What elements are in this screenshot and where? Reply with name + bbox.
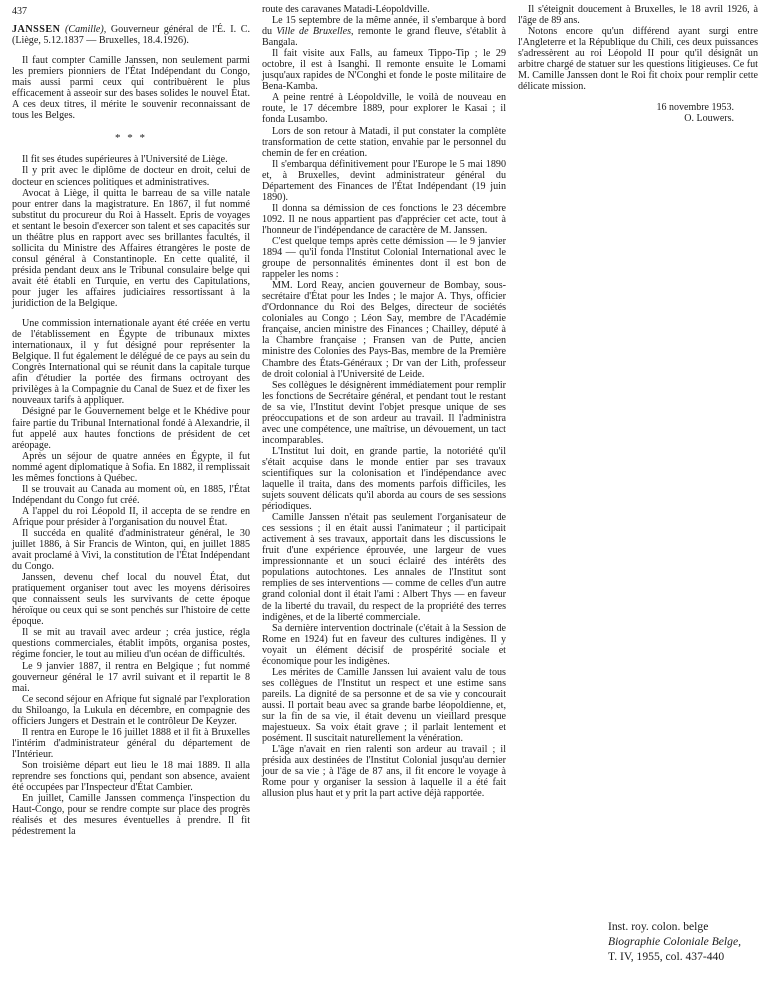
signature-block (518, 102, 758, 124)
ship-name: Ville de Bruxelles (276, 26, 352, 38)
paragraph: Camille Janssen n'était pas seulement l'organisateur de ces sessions ; il en était aussi l'animateur ; il participait activement à ses travaux, apportait dans les discussions le fruit d'une expérience éprouvée, une largeur de vues impressionnante et un souci éclairé des intérêts des populations autochtones. Les annales de l'Institut sont remplies de ses interventions — comme de celles d'un autre grand colonial dont il était l'ami : Albert Thys — en faveur de la liberté du travail, du respect de la propriété des terres indigènes, et de la liberté commerciale. (262, 512, 506, 623)
paragraph: Lors de son retour à Matadi, il put constater la complète transformation de cette station, envahie par le personnel du chemin de fer en création. (262, 125, 506, 159)
paragraph: Les mérites de Camille Janssen lui avaient valu de tous ses collègues de l'Institut un respect et une estime sans pareils. La dignité de sa personne et de sa vie y concourait aussi. Il portait beau avec sa grande barbe léopoldienne, et, sur la fin de sa vie, il était devenu un vieillard presque majestueux. Sa voix était grave ; il parlait lentement et posément. Il suscitait naturellement la vénération. (262, 666, 506, 745)
paragraph-text: , remonte le grand fleuve, s'établit à Bangala. (262, 26, 506, 49)
paragraph (262, 15, 506, 48)
entry-heading (12, 24, 250, 46)
paragraph: Il se trouvait au Canada au moment où, en 1885, l'État Indépendant du Congo fut créé. (12, 483, 250, 506)
paragraph: Il se mit au travail avec ardeur ; créa justice, régla questions commerciales, établit impôts, organisa postes, régime foncier, le tout au milieu d'un océan de difficultés. (12, 627, 250, 661)
paragraph: Notons encore qu'un différend ayant surgi entre l'Angleterre et la République du Chili, ces deux puissances s'adressèrent au roi Léopold II pour qu'il désignât un arbitre chargé de statuer sur les questions litigieuses. Ce fut M. Camille Janssen dont le Roi fit choix pour remplir cette délicate mission. (518, 26, 758, 93)
paragraph-intro: Il faut compter Camille Janssen, non seulement parmi les premiers pionniers de l'État Indépendant du Congo, mais aussi parmi ceux qui contribuèrent le plus efficacement à asseoir sur des bases solides le nouvel État. A ces deux titres, il mérite le souvenir reconnaissant de tous les Belges. (12, 55, 250, 122)
column-left (12, 24, 250, 837)
paragraph: A l'appel du roi Léopold II, il accepta de se rendre en Afrique pour présider à l'organisation du nouvel État. (12, 505, 250, 528)
paragraph: Avocat à Liège, il quitta le barreau de sa ville natale pour entrer dans la magistrature. En 1867, il fut nommé substitut du procureur du Roi à Hasselt. Epris de voyages et sentant le besoin d'exercer son talent et ses capacités sur un théâtre plus en rapport avec ses brillantes facultés, il sollicita du Ministre des Affaires étrangères le poste de consul général à Constantinople. En cette qualité, il présida pendant deux ans le Tribunal consulaire belge qui avait été établi en Turquie, en vertu des Capitulations, pour juger les affaires judiciaires ressortissant à la juridiction de la Belgique. (12, 187, 250, 310)
paragraph: Il s'éteignit doucement à Bruxelles, le 18 avril 1926, à l'âge de 89 ans. (518, 4, 758, 27)
entry-name: JANSSEN (12, 24, 61, 35)
paragraph: Il rentra en Europe le 16 juillet 1888 et il fit à Bruxelles l'intérim d'administrateur général du département de l'Intérieur. (12, 726, 250, 760)
paragraph: Il s'embarqua définitivement pour l'Europe le 5 mai 1890 et, à Bruxelles, devint administrateur général du Département des Finances de l'État Indépendant (19 juin 1890). (262, 158, 506, 203)
paragraph: Il donna sa démission de ces fonctions le 23 décembre 1092. Il ne nous appartient pas d'apprécier cet acte, tout à l'honneur de l'indépendance de caractère de M. Janssen. (262, 202, 506, 236)
source-citation (608, 919, 768, 964)
paragraph: C'est quelque temps après cette démission — le 9 janvier 1894 — qu'il fonda l'Institut Colonial International avec le groupe de personnalités éminentes dont il est bon de rappeler les noms : (262, 235, 506, 281)
citation-publication: Biographie Coloniale Belge, (608, 935, 741, 948)
paragraph: Janssen, devenu chef local du nouvel État, dut pratiquement organiser tout avec les moyens dérisoires que connaissent seuls les survivants de cette époque héroïque ou ceux qui se sont penchés sur l'histoire de cette époque. (12, 572, 250, 628)
section-separator: * * * (115, 132, 147, 145)
paragraph: Désigné par le Gouvernement belge et le Khédive pour faire partie du Tribunal International fondé à Alexandrie, il fut appelé aux hautes fonctions de président de cet aréopage. (12, 406, 250, 451)
paragraph: Il succéda en qualité d'administrateur général, le 30 juillet 1886, à Sir Francis de Winton, qui, en juillet 1885 avait proclamé à Vivi, la constitution de l'État Indépendant du Congo. (12, 527, 250, 573)
entry-heading-rest: Gouverneur général de l'É. I. C. (Liège, 5.12.1837 — Bruxelles, 18.4.1926). (12, 24, 250, 47)
paragraph: Son troisième départ eut lieu le 18 mai 1889. Il alla reprendre ses fonctions qui, pendant son absence, avaient été occupées par l'Inspecteur d'État Cambier. (12, 759, 250, 794)
signature-date: 16 novembre 1953. (656, 102, 734, 114)
column-middle (262, 4, 506, 799)
paragraph-continued: route des caravanes Matadi-Léopoldville. (262, 4, 430, 15)
paragraph-text: Le 15 septembre de la même année, il s'embarque à bord du (262, 15, 506, 38)
paragraph: Après un séjour de quatre années en Égypte, il fut nommé agent diplomatique à Sofia. En 1882, il remplissait les mêmes fonctions à Québec. (12, 450, 250, 484)
citation-volume: T. IV, 1955, col. 437-440 (608, 950, 725, 963)
paragraph: L'âge n'avait en rien ralenti son ardeur au travail ; il présida aux destinées de l'Institut Colonial jusqu'au dernier jour de sa vie ; à l'âge de 87 ans, il fit encore le voyage à Rome pour y organiser la session à laquelle il a été fait allusion plus haut et y prit la part active déjà rapportée. (262, 744, 506, 800)
signature-author: O. Louwers. (684, 113, 734, 125)
paragraph: Sa dernière intervention doctrinale (c'était à la Session de Rome en 1924) fut en faveur des cultures indigènes. Il y voyait un élément décisif de prospérité sociale et économique pour les indigènes. (262, 622, 506, 667)
paragraph: L'Institut lui doit, en grande partie, la notoriété qu'il s'était acquise dans le monde entier par ses travaux scientifiques sur la colonisation et l'indépendance avec laquelle il traita, dans des moments parfois difficiles, les sujets souvent délicats qu'il aborda au cours de ses sessions périodiques. (262, 445, 506, 513)
paragraph: MM. Lord Reay, ancien gouverneur de Bombay, sous-secrétaire d'État pour les Indes ; le major A. Thys, officier d'Ordonnance du Roi des Belges, directeur de sociétés coloniales au Congo ; Léon Say, membre de l'Académie française, ancien ministre des Finances ; Chailley, député à la Chambre française ; Fransen van de Putte, ancien ministre des Colonies des Pays-Bas, membre de la Première Chambre des États-Généraux ; Dr van der Lith, professeur de droit colonial à l'Université de Leide. (262, 280, 506, 380)
paragraph: Le 9 janvier 1887, il rentra en Belgique ; fut nommé gouverneur général le 17 avril suivant et il repartit le 8 mai. (12, 660, 250, 694)
page-number: 437 (12, 6, 27, 17)
paragraph: Il fit ses études supérieures à l'Université de Liège. (22, 154, 228, 166)
paragraph: Il y prit avec le diplôme de docteur en droit, celui de docteur en sciences politiques et administratives. (12, 165, 250, 188)
citation-institution: Inst. roy. colon. belge (608, 920, 709, 933)
paragraph: A peine rentré à Léopoldville, le voilà de nouveau en route, le 17 décembre 1889, pour explorer le Kasai ; il fonda Lusambo. (262, 92, 506, 126)
column-right (518, 4, 758, 124)
paragraph: Il fait visite aux Falls, au fameux Tippo-Tip ; le 29 octobre, il est à Isanghi. Il remonte ensuite le Lomami jusqu'aux rapides de N'Conghi et fonde le poste militaire de Bena-Kamba. (262, 48, 506, 93)
paragraph: Ses collègues le désignèrent immédiatement pour remplir les fonctions de Secrétaire général, et pendant tout le restant de sa vie, l'Institut devint l'objet presque unique de ses préoccupations et de son ardeur au travail. Il l'administra avec une compétence, une maîtrise, un dévouement, un tact incomparables. (262, 379, 506, 446)
entry-given-name: (Camille), (65, 24, 107, 35)
paragraph: Ce second séjour en Afrique fut signalé par l'exploration du Shiloango, la Lukula en décembre, en compagnie des officiers Jungers et Destrain et le contrôleur De Keyzer. (12, 693, 250, 727)
paragraph: En juillet, Camille Janssen commença l'inspection du Haut-Congo, pour se rendre compte sur place des progrès réalisés et des mesures éventuelles à prendre. Il fit pédestrement la (12, 793, 250, 838)
paragraph: Une commission internationale ayant été créée en vertu de l'établissement en Égypte de tribunaux mixtes internationaux, il y fut désigné pour représenter la Belgique. Il fut également le délégué de ce pays au sein du Congrès International qui se réunit dans la capitale turque afin d'étudier la portée des firmans octroyant des privilèges à la Compagnie du Canal de Suez et de fixer les nouveaux tarifs à appliquer. (12, 318, 250, 407)
